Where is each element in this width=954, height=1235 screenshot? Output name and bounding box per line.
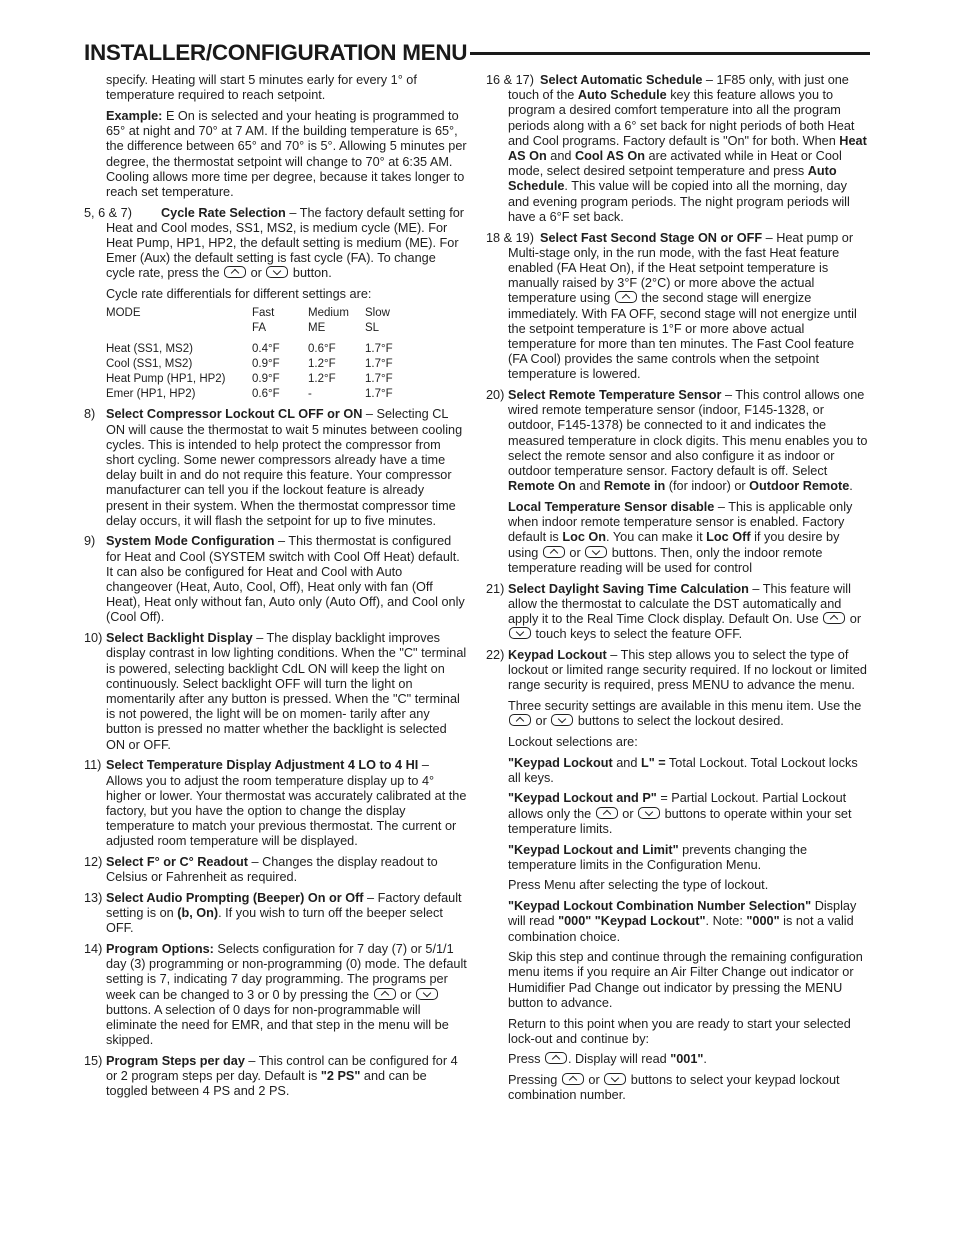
item-readout: 12) Select F° or C° Readout – Changes the display readout to Celsius or Fahrenheit as required.: [84, 855, 438, 885]
item-title: Program Steps per day: [106, 1053, 245, 1068]
table-row: Heat (SS1, MS2) 0.4°F 0.6°F 1.7°F: [106, 343, 393, 356]
item-title: Select Remote Temperature Sensor: [508, 388, 722, 403]
up-arrow-icon: [545, 1052, 567, 1064]
item-number: 10): [84, 631, 103, 646]
item-program-steps: 15) Program Steps per day – This control can be configured for 4 or 2 program steps per day. Default is "2 PS" and can be toggled between 4 PS and 2 PS.: [84, 1053, 458, 1099]
item-audio-prompting: 13) Select Audio Prompting (Beeper) On or Off – Factory default setting is on (b, On). If you wish to turn off the beeper select OFF.: [84, 890, 462, 936]
item-number: 22): [486, 647, 505, 662]
item-title: Select Audio Prompting (Beeper) On or Off: [106, 890, 364, 905]
item-title: System Mode Configuration: [106, 534, 275, 549]
item-fast-second-stage: 18 & 19) Select Fast Second Stage ON or OFF – Heat pump or Multi-stage only, in the run mode, with the fast Heat feature enabled (FA Heat On), if the Heat setpoint temperature is manually raised by 3°F (2°C) or more above the actual temperature using the second stage will energize immediately. With FA OFF, second stage will not energize until the setpoint temperature is 1°F or more above actual temperature for more than ten minutes. The Fast Cool feature (FA Cool) provides the same controls when the setpoint temperature is lowered.: [486, 230, 857, 382]
lockout-selections: Lockout selections are:: [508, 734, 638, 749]
down-arrow-icon: [604, 1073, 626, 1085]
item-number: 21): [486, 581, 505, 596]
cycle-intro: Cycle rate differentials for different settings are:: [106, 287, 372, 302]
item-temp-adjust: 11) Select Temperature Display Adjustment 4 LO to 4 HI – Allows you to adjust the room temperature display up to 4° higher or lower. Your thermostat was accurately calibrated at the factory, but you have the option to change the display temperature to match your previous thermostat. The current or adjusted room temperature will be displayed.: [84, 758, 467, 849]
return-paragraph: Return to this point when you are ready to start your selected lock-out and continue by:: [508, 1016, 851, 1046]
item-number: 13): [84, 890, 103, 905]
example-paragraph: Example: E On is selected and your heating is programmed to 65° at night and 70° at 7 AM. If the building temperature is 65°, the difference between 65° and 70° is 5°. Allowing 5 minutes per degree, the thermostat setpoint will change to 70° at 6:35 AM. Cooling allows more time per degree, because it takes longer to reach set temperature.: [106, 108, 467, 199]
up-arrow-icon: [596, 807, 618, 819]
page-title: INSTALLER/CONFIGURATION MENU: [84, 40, 468, 65]
intro-paragraph: specify. Heating will start 5 minutes early for every 1° of temperature required to reach setpoint.: [106, 73, 417, 103]
press-menu-paragraph: Press Menu after selecting the type of lockout.: [508, 878, 769, 893]
item-title: Select Temperature Display Adjustment 4 LO to 4 HI: [106, 758, 419, 773]
item-number: 14): [84, 942, 103, 957]
left-column: [84, 73, 468, 1105]
local-sensor-paragraph: Local Temperature Sensor disable – This is applicable only when indoor remote temperature sensor is enabled. Factory default is Loc On. You can make it Loc Off if you desire by using or buttons. Then, only the indoor remote temperature reading will be used for control: [508, 499, 853, 575]
combination-paragraph: "Keypad Lockout Combination Number Selection" Display will read "000" "Keypad Lockout". Note: "000" is not a valid combination choice.: [508, 899, 857, 944]
up-arrow-icon: [615, 291, 637, 303]
down-arrow-icon: [416, 988, 438, 1000]
up-arrow-icon: [374, 988, 396, 1000]
item-keypad-lockout: 22) Keypad Lockout – This step allows you to select the type of lockout or limited range security required. If no lockout or limited range security is required, press MENU to advance the menu.: [486, 647, 867, 693]
item-title: Keypad Lockout: [508, 647, 607, 662]
total-lockout-paragraph: "Keypad Lockout and L" = Total Lockout. Total Lockout locks all keys.: [508, 755, 858, 785]
up-arrow-icon: [562, 1073, 584, 1085]
limit-lockout-paragraph: "Keypad Lockout and Limit" prevents changing the temperature limits in the Configuration Menu.: [508, 842, 808, 872]
item-number: 12): [84, 855, 103, 870]
partial-lockout-paragraph: "Keypad Lockout and P" = Partial Lockout. Partial Lockout allows only the or buttons to operate within your set temperature limits.: [508, 791, 852, 836]
item-title: Cycle Rate Selection: [161, 205, 286, 220]
item-number: 16 & 17): [486, 73, 534, 87]
down-arrow-icon: [551, 714, 573, 726]
item-title: Select F° or C° Readout: [106, 855, 248, 870]
item-program-options: 14) Program Options: Selects configuration for 7 day (7) or 5/1/1 day (3) programming or non-programming (0) mode. The default setting is 7, indicating 7 day programming. The programs per week can be changed to 3 or 0 by pressing the or buttons. A selection of 0 days for non-programmable will eliminate the need for EMR, and that step in the menu will be skipped.: [84, 942, 467, 1048]
item-number: 15): [84, 1053, 103, 1068]
item-title: Select Daylight Saving Time Calculation: [508, 581, 749, 596]
item-compressor-lockout: 8) Select Compressor Lockout CL OFF or ON – Selecting CL ON will cause the thermostat to wait 5 minutes between cooling cycles. This is intended to help protect the compressor from short cycling. Some newer compressors already have a time delay built in and do not require this feature. Your compressor manufacturer can tell you if the lockout feature is already present in their system. When the thermostat compressor time delay occurs, it will flash the setpoint for up to five minutes.: [84, 407, 463, 528]
up-arrow-icon: [224, 266, 246, 278]
down-arrow-icon: [585, 546, 607, 558]
down-arrow-icon: [266, 266, 288, 278]
table-row: Emer (HP1, HP2) 0.6°F - 1.7°F: [106, 388, 393, 401]
down-arrow-icon: [638, 807, 660, 819]
down-arrow-icon: [509, 627, 531, 639]
item-number: 8): [84, 407, 96, 422]
item-title: Select Backlight Display: [106, 631, 253, 646]
item-cycle-rate: 5, 6 & 7) Cycle Rate Selection – The factory default setting for Heat and Cool modes, SS1, MS2, is medium cycle (ME). For Heat Pump, HP1, HP2, the default setting is medium (ME). For Emer (Aux) the default setting is fast cycle (FA). To change cycle rate, press the or button.: [84, 205, 465, 281]
up-arrow-icon: [823, 612, 845, 624]
skip-paragraph: Skip this step and continue through the remaining configuration menu items if you require an Air Filter Change out indicator or Humidifier Pad Change out indicator by pressing the MENU button to advance.: [508, 950, 863, 1010]
table-header-row: MODE Fast FA Medium ME Slow SL: [106, 307, 390, 335]
item-daylight-saving: 21) Select Daylight Saving Time Calculation – This feature will allow the thermostat to calculate the DST automatically and apply it to the Real Time Clock display. Default On. Use or touch keys to select the feature OFF.: [486, 581, 862, 642]
page-header: [84, 38, 870, 68]
item-auto-schedule: 16 & 17) Select Automatic Schedule – 1F85 only, with just one touch of the Auto Schedule key this feature allows you to program a desired comfort temperature into all the program periods along with a 6° set back for night periods of both Heat and Cool programs. Factory default is "On" for both. When Heat AS On and Cool AS On are activated while in Heat or Cool mode, select desired setpoint temperature and press Auto Schedule. This value will be copied into all the morning, day and evening program periods. The night program periods will have a 6°F set back.: [486, 73, 867, 224]
title-rule: [470, 52, 870, 55]
right-column: [486, 73, 870, 1109]
security-paragraph: Three security settings are available in this menu item. Use the or buttons to select the lockout desired.: [508, 698, 862, 729]
item-title: Select Fast Second Stage ON or OFF: [540, 230, 763, 245]
item-remote-sensor: 20) Select Remote Temperature Sensor – This control allows one wired remote temperature sensor (indoor, F145-1328, or outdoor, F145-1378) be connected to it and indicates the measured temperature in clock digits. This menu enables you to select the remote sensor and also configure it as indoor or outdoor temperature sensor. Factory default is off. Select Remote On and Remote in (for indoor) or Outdoor Remote.: [486, 388, 868, 494]
item-title: Program Options:: [106, 942, 214, 957]
item-number: 5, 6 & 7): [84, 205, 132, 220]
pressing-paragraph: Pressing or buttons to select your keypad lockout combination number.: [508, 1073, 840, 1103]
item-number: 20): [486, 388, 505, 403]
table-row: Cool (SS1, MS2) 0.9°F 1.2°F 1.7°F: [106, 358, 393, 371]
up-arrow-icon: [509, 714, 531, 726]
item-title: Select Automatic Schedule: [540, 73, 703, 87]
table-row: Heat Pump (HP1, HP2) 0.9°F 1.2°F 1.7°F: [106, 373, 393, 386]
cycle-rate-table: [106, 306, 393, 402]
up-arrow-icon: [543, 546, 565, 558]
item-backlight: 10) Select Backlight Display – The display backlight improves display contrast in low lighting conditions. When the "C" terminal is powered, selecting backlight CdL ON will keep the light on continuously. Select backlight OFF will turn the light on momentarily after any button is pressed. When the "C" terminal is not powered, the light will be on momen- tarily after any button is pressed no matter whether the backlight is selected ON or OFF.: [84, 631, 467, 752]
press-paragraph: Press . Display will read "001".: [508, 1052, 707, 1067]
item-number: 11): [84, 758, 102, 773]
item-title: Select Compressor Lockout CL OFF or ON: [106, 407, 363, 422]
item-number: 9): [84, 534, 96, 549]
item-system-mode: 9) System Mode Configuration – This thermostat is configured for Heat and Cool (SYSTEM switch with Cool Off Heat) default. It can also be configured for Heat and Cool with Auto changeover (Heat, Auto, Cool, Off), Heat only with fan (Off Heat), Heat only without fan, Auto only (Auto Off), and Cool only (Cool Off).: [84, 534, 465, 625]
item-number: 18 & 19): [486, 230, 534, 245]
